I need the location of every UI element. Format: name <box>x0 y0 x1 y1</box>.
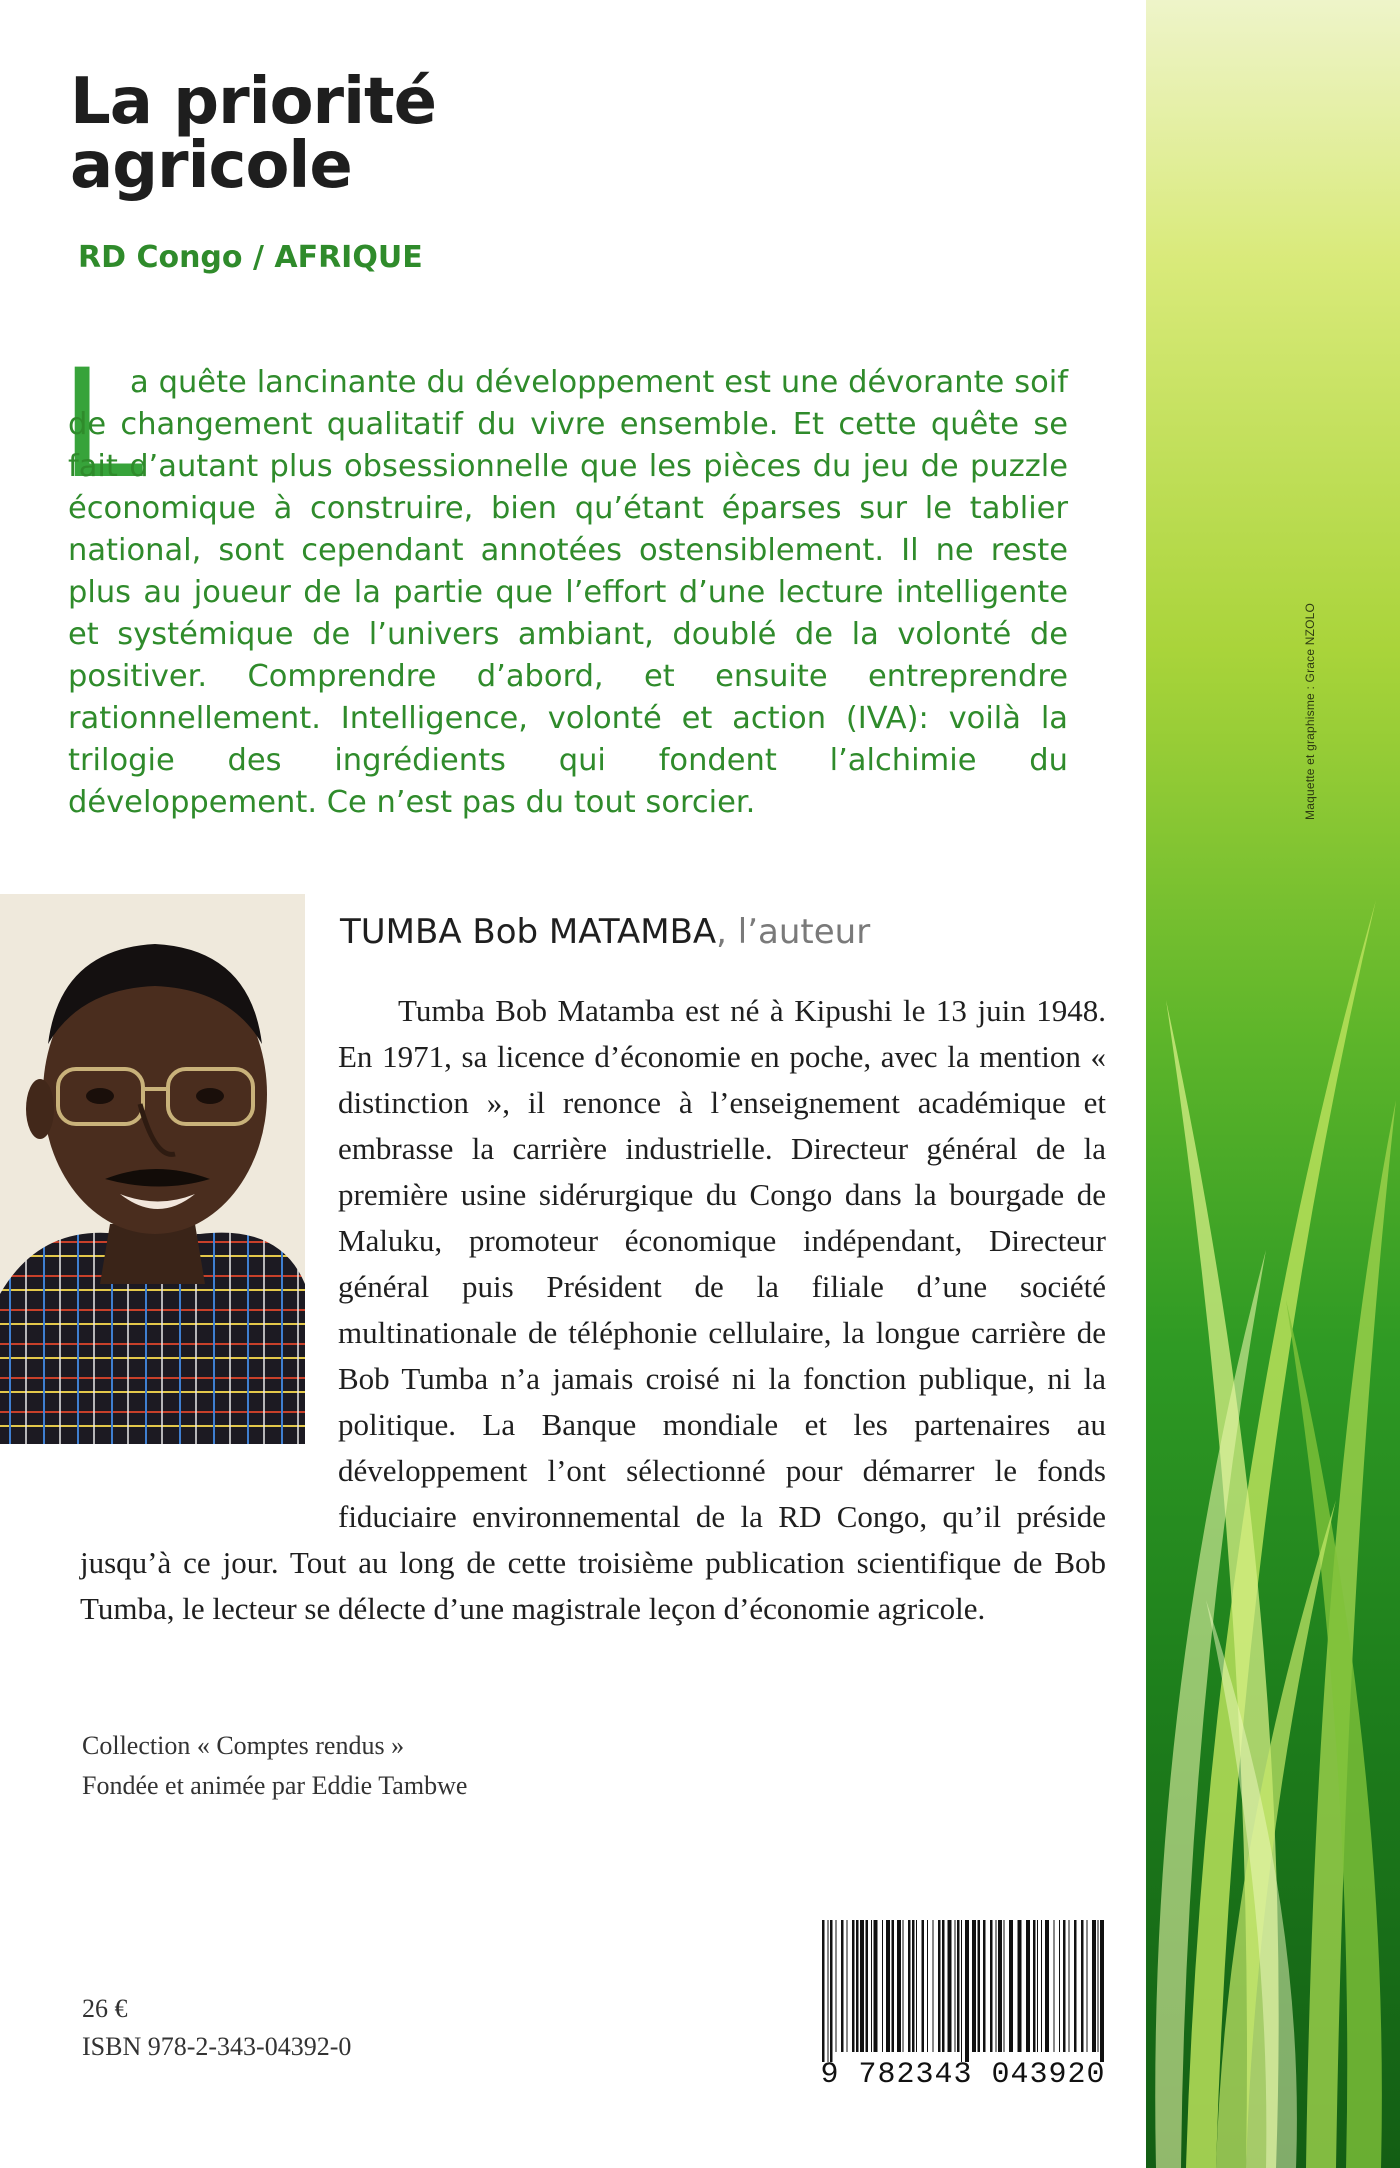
barcode-bar <box>983 1920 986 2052</box>
barcode-bar <box>1004 1920 1005 2052</box>
author-bio-text: Tumba Bob Matamba est né à Kipushi le 13 juin 1948. En 1971, sa licence d’économie en poche, avec la mention « distinction », il renonce à l’enseignement académique et embrasse la carrière industrielle. Directeur général de la première usine sidérurgique du Congo dans la bourgade de Maluku, promoteur économique indépendant, Directeur général puis Président de la filiale d’une société multinationale de téléphonie cellulaire, la longue carrière de Bob Tumba n’a jamais croisé ni la fonction publique, ni la politique. La Banque mondiale et les partenaires au développement l’ont sélectionné pour démarrer le fonds fiduciaire environnemental de la RD Congo, qu’il préside jusqu’à ce jour. Tout au long de cette troisième publication scientifique de Bob Tumba, le lecteur se délecte d’une magistrale leçon d’économie agricole. <box>80 993 1106 1626</box>
barcode-bar <box>1092 1920 1096 2052</box>
barcode-bar <box>1074 1920 1077 2052</box>
book-title <box>70 65 437 203</box>
collection-name: Collection « Comptes rendus » <box>82 1731 405 1760</box>
barcode-bar <box>957 1920 960 2052</box>
barcode-bar <box>1087 1920 1088 2052</box>
barcode-bar <box>847 1920 848 2052</box>
barcode-bar <box>1100 1920 1104 2062</box>
barcode-bar <box>927 1920 928 2052</box>
barcode-digits: 9 782343 043920 <box>820 2058 1106 2092</box>
design-credit: Maquette et graphisme : Grace NZOLO <box>1303 602 1317 820</box>
author-role: , l’auteur <box>716 912 871 952</box>
collection-info <box>82 1726 467 1806</box>
barcode-bar <box>836 1920 837 2052</box>
barcode-bar <box>1026 1920 1030 2052</box>
barcode-bar <box>897 1920 901 2052</box>
collection-founder: Fondée et animée par Eddie Tambwe <box>82 1771 468 1800</box>
barcode-bar <box>922 1920 925 2052</box>
photo-wrap-spacer <box>80 988 338 1498</box>
barcode-bar <box>1037 1920 1038 2052</box>
barcode-bar <box>961 1920 962 2062</box>
barcode-bar <box>908 1920 911 2052</box>
barcode-bar <box>978 1920 981 2052</box>
barcode-bar <box>1054 1920 1055 2052</box>
barcode-bar <box>856 1920 859 2052</box>
author-bio <box>80 988 1106 1632</box>
barcode-bar <box>996 1920 997 2052</box>
barcode-bar <box>1009 1920 1013 2052</box>
barcode-bar <box>830 1920 833 2062</box>
barcode-bar <box>871 1920 872 2052</box>
author-name: TUMBA Bob MATAMBA <box>340 912 717 952</box>
author-heading <box>340 912 870 952</box>
book-subtitle: RD Congo / AFRIQUE <box>78 240 423 275</box>
barcode-bar <box>822 1920 825 2062</box>
barcode <box>808 1920 1118 2062</box>
grass-blades-image <box>1146 0 1400 2168</box>
barcode-bar <box>882 1920 883 2052</box>
barcode-bar <box>938 1920 941 2052</box>
barcode-bar <box>965 1920 969 2062</box>
barcode-bar <box>942 1920 945 2052</box>
barcode-bar <box>892 1920 895 2052</box>
barcode-bar <box>998 1920 1002 2052</box>
barcode-bars <box>808 1920 1118 2062</box>
barcode-bar <box>841 1920 844 2052</box>
barcode-bar <box>955 1920 956 2052</box>
barcode-bar <box>886 1920 890 2052</box>
barcode-bar <box>912 1920 915 2052</box>
price: 26 € <box>82 1994 128 2023</box>
barcode-bar <box>916 1920 917 2052</box>
barcode-bar <box>1081 1920 1084 2052</box>
barcode-bar <box>948 1920 952 2052</box>
title-line-1: La priorité <box>70 65 437 139</box>
barcode-bar <box>1018 1920 1022 2052</box>
barcode-bar <box>860 1920 864 2052</box>
barcode-bar <box>933 1920 934 2052</box>
price-isbn-block <box>82 1990 351 2066</box>
barcode-bar <box>852 1920 855 2052</box>
barcode-bar <box>990 1920 993 2052</box>
intro-dropcap: L <box>60 338 144 512</box>
barcode-bar <box>972 1920 976 2052</box>
barcode-bar <box>866 1920 869 2052</box>
barcode-bar <box>1063 1920 1066 2052</box>
barcode-bar <box>1069 1920 1070 2052</box>
isbn: ISBN 978-2-343-04392-0 <box>82 2032 352 2061</box>
barcode-bar <box>874 1920 878 2052</box>
intro-paragraph: a quête lancinante du développement est une dévorante soif de changement qualitatif du vivre ensemble. Et cette quête se fait d’autant plus obsessionnelle que les pièces du jeu de puzzle économique à construire, bien qu’étant éparses sur le tablier national, sont cependant annotées ostensiblement. Il ne reste plus au joueur de la partie que l’effort d’une lecture intelligente et systémique de l’univers ambiant, doublé de la volonté de positiver. Comprendre d’abord, et ensuite entreprendre rationnellement. Intelligence, volonté et action (IVA): voilà la trilogie des ingrédients qui fondent l’alchimie du développement. Ce n’est pas du tout sorcier. <box>68 365 1068 820</box>
title-line-2: agricole <box>70 129 352 203</box>
grass-decoration <box>1146 0 1400 2168</box>
barcode-bar <box>1041 1920 1042 2052</box>
barcode-bar <box>1059 1920 1060 2052</box>
barcode-bar <box>1098 1920 1099 2052</box>
barcode-bar <box>828 1920 829 2062</box>
barcode-bar <box>903 1920 904 2052</box>
barcode-bar <box>1045 1920 1049 2052</box>
barcode-bar <box>1033 1920 1036 2052</box>
